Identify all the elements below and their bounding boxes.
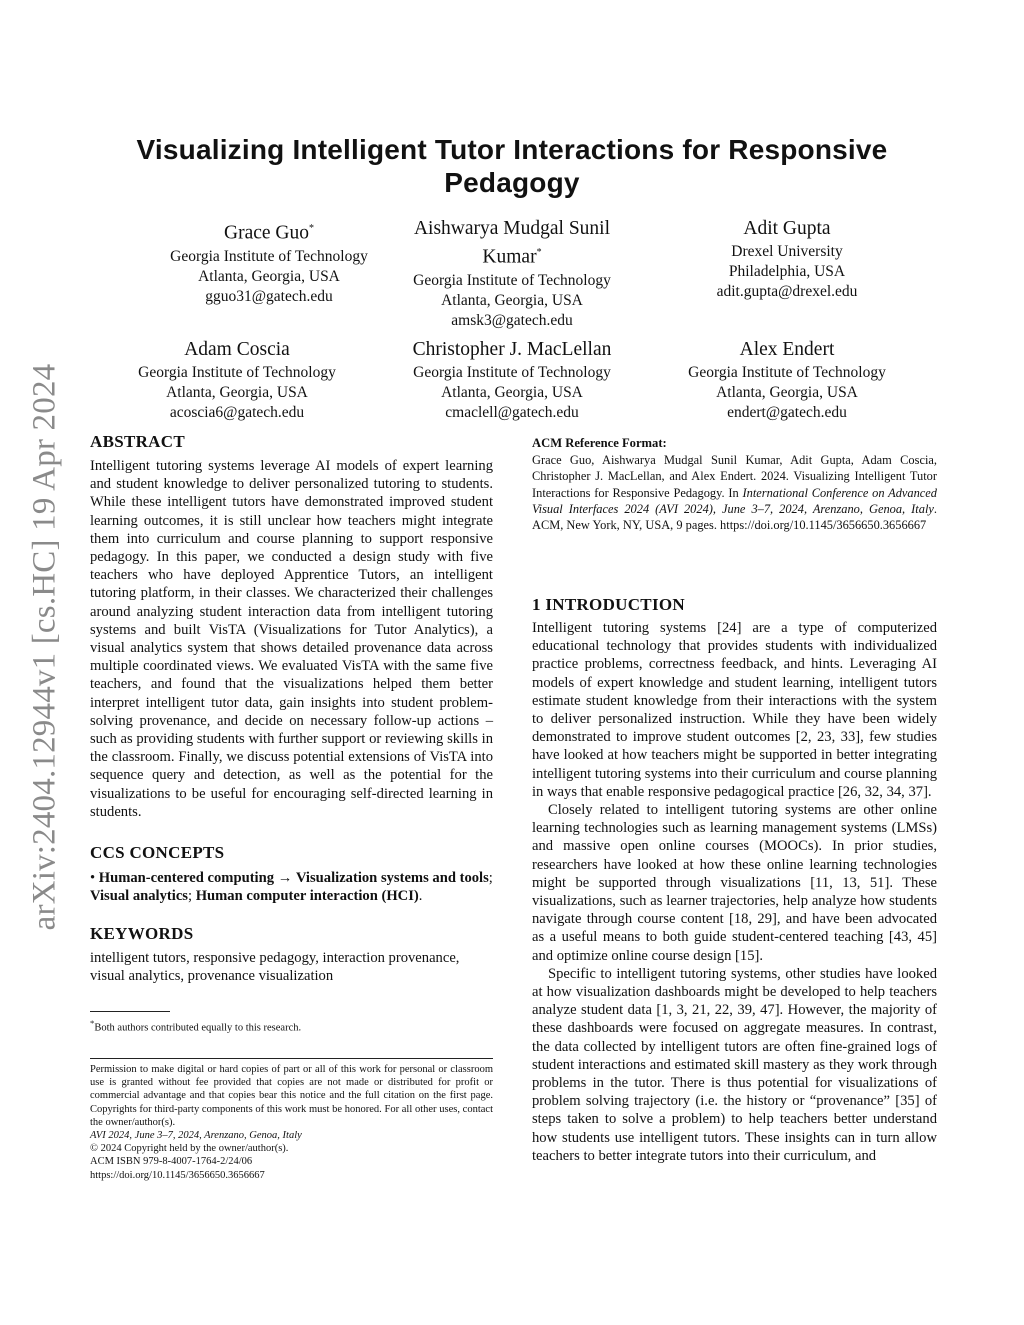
author-location: Atlanta, Georgia, USA <box>441 291 583 309</box>
arrow-icon: → <box>277 870 293 886</box>
author-name: Adit Gupta <box>743 218 831 239</box>
keywords-text: intelligent tutors, responsive pedagogy, interaction provenance, visual analytics, provenance visualization <box>90 950 460 985</box>
author-block <box>149 217 389 307</box>
equal-contribution-mark: * <box>536 247 542 258</box>
venue-line: AVI 2024, June 3–7, 2024, Arenzano, Genoa, Italy <box>90 1130 302 1142</box>
author-email: gguo31@gatech.edu <box>205 287 333 305</box>
intro-paragraph: Intelligent tutoring systems [24] are a type of computerized educational technology that provides students with individualized practice problems, correctness feedback, and hints. Leveraging AI models of expert knowledge and student learning, intelligent tutors estimate student knowledge from their interactions with the system to deliver personalized instruction. While they have been widely demonstrated to improve student outcomes [2, 23, 33], few studies have looked at how teachers might be supported in better integrating intelligent tutoring systems into their curriculum and course planning in ways that enable responsive pedagogical practice [26, 32, 34, 37]. <box>532 620 937 800</box>
permission-block <box>90 1063 493 1182</box>
introduction-section <box>532 594 937 1165</box>
author-affiliation: Drexel University <box>731 243 843 260</box>
author-location: Atlanta, Georgia, USA <box>166 384 308 401</box>
acm-reference-heading: ACM Reference Format: <box>532 436 667 450</box>
author-email: acoscia6@gatech.edu <box>169 404 305 421</box>
author-block <box>667 338 907 423</box>
permission-text: Permission to make digital or hard copies of part or all of this work for personal or classroom use is granted without fee provided that copies are not made or distributed for profit or commercial advantage and that copies bear this notice and the full citation on the first page. Copyrights for third-party components of this work must be honored. For all other uses, contact the owner/author(s). <box>90 1064 493 1128</box>
author-affiliation: Georgia Institute of Technology <box>413 271 611 289</box>
ccs-concept: Human-centered computing <box>98 870 275 886</box>
keywords-heading: KEYWORDS <box>90 924 194 943</box>
author-location: Philadelphia, USA <box>728 263 846 280</box>
reference-authors: Grace Guo, Aishwarya Mudgal Sunil Kumar, Adit Gupta, Adam Coscia, Christopher J. MacLellan, and Alex Endert. 2024. Visualizing Intelligent Tutor Interactions for Responsive Pedagogy. In <box>532 453 937 500</box>
author-affiliation: Georgia Institute of Technology <box>138 364 336 381</box>
separator: ; <box>187 888 196 905</box>
acm-reference <box>532 435 937 533</box>
ccs-heading: CCS CONCEPTS <box>90 843 225 862</box>
author-name: Christopher J. MacLellan <box>412 339 612 360</box>
footnote-mark: * <box>90 1018 95 1028</box>
author-name: Aishwarya Mudgal Sunil Kumar <box>413 218 611 268</box>
bullet: • <box>90 870 96 886</box>
author-email: amsk3@gatech.edu <box>451 311 573 329</box>
copyright-line: © 2024 Copyright held by the owner/author(s). <box>90 1143 289 1155</box>
author-block <box>392 217 632 331</box>
author-affiliation: Georgia Institute of Technology <box>688 364 886 381</box>
footnote-rule <box>90 1011 170 1012</box>
author-name: Alex Endert <box>739 339 835 360</box>
reference-venue: International Conference on Advanced Visual Interfaces 2024 (AVI 2024), June 3–7, 2024, Arenzano, Genoa, Italy <box>532 485 937 516</box>
doi-line: https://doi.org/10.1145/3656650.3656667 <box>90 1169 265 1181</box>
author-email: cmaclell@gatech.edu <box>445 404 579 421</box>
author-block <box>392 338 632 423</box>
permission-rule <box>90 1058 493 1059</box>
author-location: Atlanta, Georgia, USA <box>198 267 340 285</box>
footnote-text: Both authors contributed equally to this research. <box>94 1022 302 1034</box>
intro-paragraph: Closely related to intelligent tutoring systems are other online learning technologies such as learning management systems (LMSs) and massive open online courses (MOOCs). In prior studies, researchers have looked at how these online learning technologies might be supported through visualizations [11, 13, 51]. These visualizations, such as learner trajectories, help analyze how students navigate through course content [18, 29], and have been advocated as a useful means to both guide student-centered teaching [43, 45] and optimize online course design [15]. <box>532 802 937 964</box>
ccs-section <box>90 842 493 905</box>
author-location: Atlanta, Georgia, USA <box>716 384 858 401</box>
author-email: endert@gatech.edu <box>727 404 847 421</box>
ccs-concept: Visual analytics <box>90 888 188 905</box>
intro-paragraph: Specific to intelligent tutoring systems, other studies have looked at how visualization dashboards might be developed to help teachers analyze student data [1, 3, 21, 22, 39, 47]. However, the majority of these dashboards were focused on aggregate measures. In contrast, the data collected by intelligent tutors are often fine-grained logs of student interactions and estimated skill mastery as they work through problems in the tutor. There is thus potential for visualizations of problem solving trajectory (i.e. the history or “provenance” [35] of steps taken to solve a problem) to help teachers better understand how students use intelligent tutors. These insights can in turn allow teachers to better integrate tutors into their curriculum, and <box>532 965 937 1164</box>
author-affiliation: Georgia Institute of Technology <box>170 247 368 265</box>
author-affiliation: Georgia Institute of Technology <box>413 364 611 381</box>
author-block <box>117 338 357 423</box>
ccs-text <box>90 869 493 905</box>
isbn-line: ACM ISBN 979-8-4007-1764-2/24/06 <box>90 1156 253 1168</box>
author-name: Grace Guo <box>224 222 309 244</box>
author-name: Adam Coscia <box>184 339 290 360</box>
author-block <box>667 217 907 302</box>
introduction-heading: 1 INTRODUCTION <box>532 595 685 614</box>
arxiv-identifier: arXiv:2404.12944v1 [cs.HC] 19 Apr 2024 <box>26 363 63 931</box>
period: . <box>418 888 423 905</box>
paper-title: Visualizing Intelligent Tutor Interactions for Responsive Pedagogy <box>136 134 888 198</box>
abstract-heading: ABSTRACT <box>90 432 185 451</box>
separator: ; <box>488 870 493 886</box>
abstract-text: Intelligent tutoring systems leverage AI models of expert learning and student knowledge to deliver personalized tutoring to students. While these intelligent tutors have demonstrated improved student learning outcomes, it is still unclear how teachers might integrate them into curriculum and course planning to support responsive pedagogy. In this paper, we conducted a design study with five teachers who have deployed Apprentice Tutors, an intelligent tutoring platform, in their classes. We characterized their challenges around analyzing student interaction data from intelligent tutoring systems and built VisTA (Visualizations for Tutor Analytics), a visual analytics system that shows detailed provenance data across multiple coordinated views. We evaluated VisTA with the same five teachers, and found that the visualizations helped them better interpret intelligent tutor data, gain insights into student problem-solving provenance, and decide on necessary follow-up actions – such as providing students with further support or reviewing skills in the classroom. Finally, we discuss potential extensions of VisTA into sequence query and detection, as well as the potential for the visualizations to be useful for encouraging self-directed learning in students. <box>90 458 493 820</box>
reference-publisher: . ACM, New York, NY, USA, 9 pages. https://doi.org/10.1145/3656650.3656667 <box>532 501 937 533</box>
abstract-section <box>90 431 493 821</box>
equal-contribution-mark: * <box>309 223 314 234</box>
author-location: Atlanta, Georgia, USA <box>441 384 583 401</box>
acm-reference-text <box>532 452 937 533</box>
footnote <box>90 1017 493 1035</box>
keywords-section <box>90 923 493 985</box>
author-email: adit.gupta@drexel.edu <box>716 283 858 300</box>
ccs-concept: Human computer interaction (HCI) <box>195 888 419 905</box>
ccs-concept: Visualization systems and tools <box>295 870 489 886</box>
